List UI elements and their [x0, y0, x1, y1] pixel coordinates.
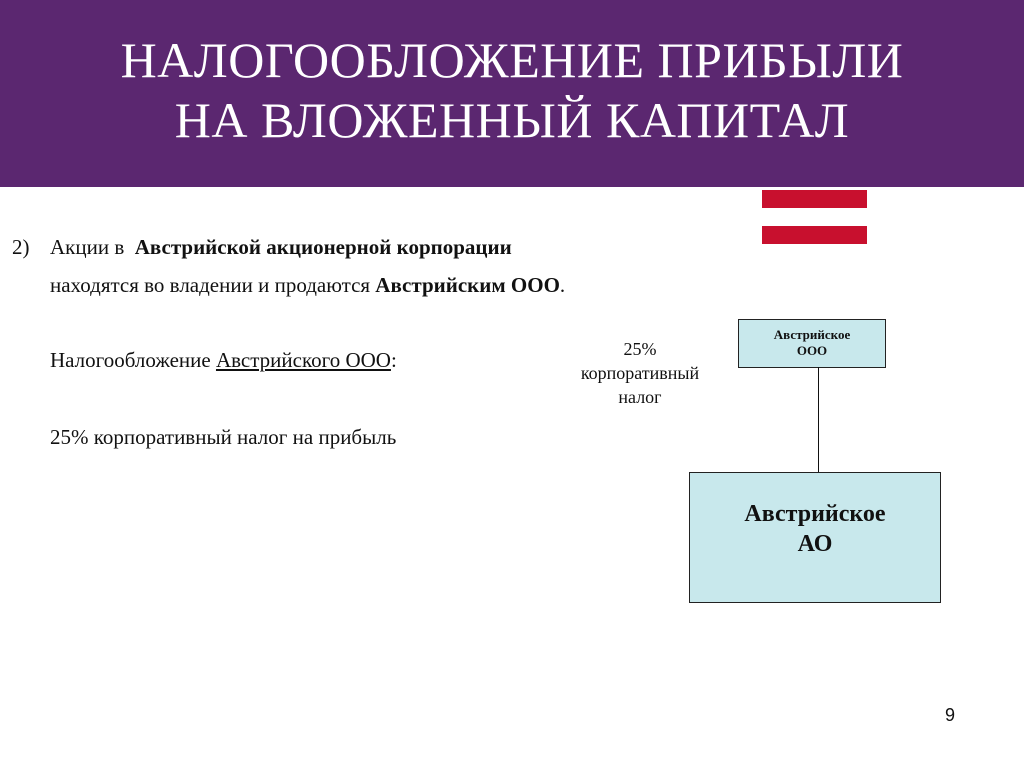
body-line-4: 25% корпоративный налог на прибыль: [50, 425, 397, 449]
item-number: 2): [12, 235, 30, 259]
ownership-connector: [818, 367, 819, 472]
tax-rate-label: [560, 337, 720, 409]
body-line-1: [50, 234, 512, 260]
title-banner: [0, 0, 1024, 187]
slide-title: [0, 30, 1024, 150]
austrian-gmbh-box-line-2: ООО: [796, 343, 828, 358]
austria-flag-icon: [762, 190, 867, 244]
body-line-2-prefix: находятся во владении и продаются: [50, 273, 371, 297]
flag-stripe-middle: [762, 208, 867, 226]
flag-stripe-bottom: [762, 226, 867, 244]
tax-rate-label-line-1: 25%: [623, 339, 657, 359]
body-line-3-underlined: Австрийского ООО: [215, 348, 391, 372]
body-line-1-bold: Австрийской акционерной корпорации: [134, 235, 512, 259]
slide-title-line-2: НА ВЛОЖЕННЫЙ КАПИТАЛ: [174, 92, 850, 148]
austrian-ag-box-line-2: АО: [797, 531, 833, 557]
austrian-ag-box-line-1: Австрийское: [744, 501, 886, 527]
body-line-1-prefix: Акции в: [50, 235, 125, 259]
flag-stripe-top: [762, 190, 867, 208]
tax-rate-label-line-2: корпоративный: [580, 363, 700, 383]
body-line-2-bold: Австрийским ООО: [375, 273, 560, 297]
slide-title-line-1: НАЛОГООБЛОЖЕНИЕ ПРИБЫЛИ: [120, 32, 904, 88]
body-line-3: [50, 347, 397, 373]
austrian-gmbh-box: [738, 319, 886, 368]
austrian-gmbh-box-line-1: Австрийское: [773, 327, 851, 342]
tax-rate-label-line-3: налог: [618, 387, 662, 407]
body-line-3-suffix: :: [390, 348, 397, 372]
body-line-3-prefix: Налогообложение: [50, 348, 211, 372]
body-line-2: [50, 272, 565, 298]
austrian-ag-box: [689, 472, 941, 603]
page-number: 9: [945, 705, 956, 725]
body-line-2-suffix: .: [559, 273, 566, 297]
